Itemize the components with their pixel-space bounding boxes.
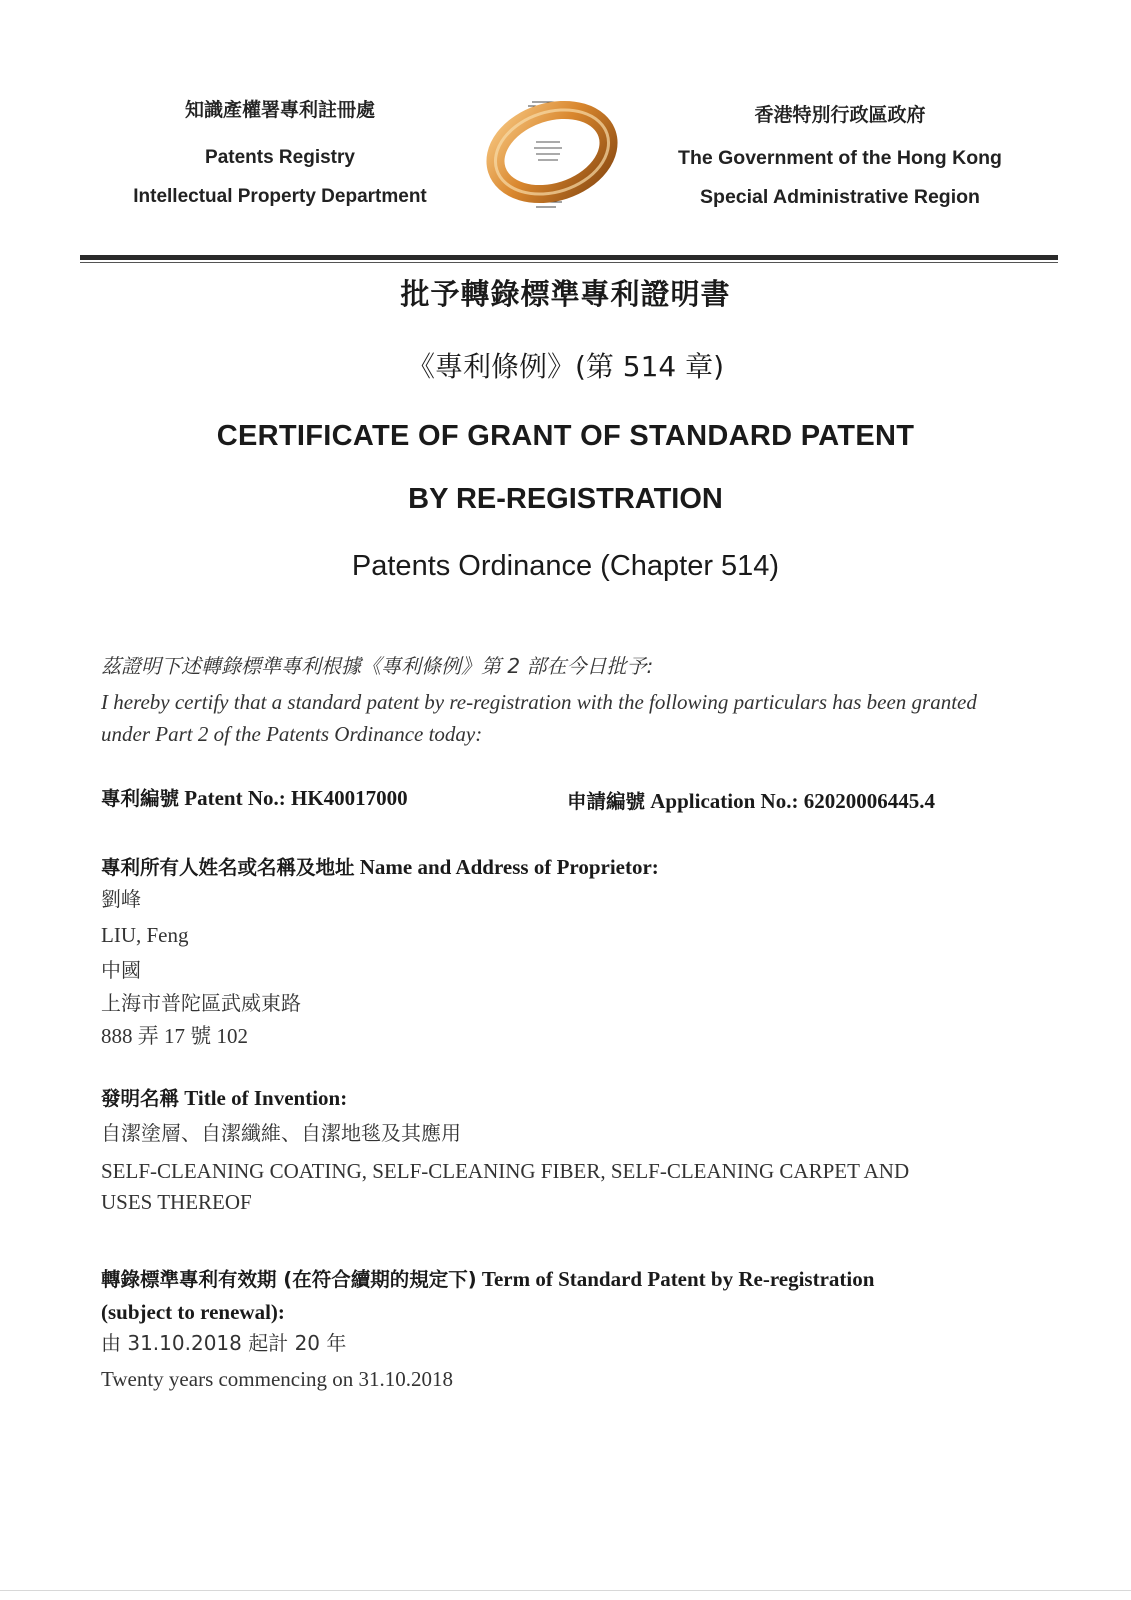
term-value-zh: 由 31.10.2018 起計 20 年 — [101, 1331, 347, 1355]
application-number-row — [567, 786, 935, 814]
application-number-label-zh: 申請編號 — [567, 790, 646, 813]
term-section — [101, 1262, 981, 1399]
proprietor-label — [101, 852, 981, 883]
certificate-title-zh: 批予轉錄標準專利證明書 — [400, 277, 731, 311]
government-name-en-1: The Government of the Hong Kong — [678, 147, 1002, 169]
proprietor-country-zh: 中國 — [101, 958, 141, 982]
registry-name-en: Patents Registry — [205, 147, 355, 168]
proprietor-name-en: LIU, Feng — [101, 923, 189, 947]
registry-header — [100, 95, 460, 216]
ordinance-en: Patents Ordinance (Chapter 514) — [351, 550, 780, 582]
proprietor-name-zh: 劉峰 — [101, 887, 141, 911]
proprietor-label-zh: 專利所有人姓名或名稱及地址 — [101, 856, 355, 879]
invention-title-en-2: USES THEREOF — [101, 1190, 252, 1214]
invention-label-en: Title of Invention: — [184, 1086, 348, 1110]
header-rule-thick — [80, 255, 1058, 260]
government-header — [650, 100, 1030, 217]
invention-label-zh: 發明名稱 — [101, 1087, 180, 1110]
proprietor-address-zh: 上海市普陀區武威東路 — [101, 991, 301, 1015]
invention-title-zh: 自潔塗層、自潔纖維、自潔地毯及其應用 — [101, 1121, 461, 1145]
proprietor-address-line2: 888 弄 17 號 102 — [101, 1024, 248, 1048]
term-label-en-1: Term of Standard Patent by Re-registration — [481, 1267, 875, 1291]
ordinance-zh: 《專利條例》(第 514 章) — [406, 350, 725, 383]
scan-edge-line — [0, 1590, 1131, 1591]
header-rule-thin — [80, 262, 1058, 263]
invention-section — [101, 1083, 981, 1218]
ipd-ring-logo — [480, 92, 625, 217]
term-label-en-2: (subject to renewal): — [101, 1300, 285, 1324]
application-number-value: 62020006445.4 — [803, 789, 935, 813]
certificate-title-en-1: CERTIFICATE OF GRANT OF STANDARD PATENT — [216, 420, 915, 452]
patent-number-label-en: Patent No.: — [184, 786, 286, 810]
invention-title-en-1: SELF-CLEANING COATING, SELF-CLEANING FIBER, SELF-CLEANING CARPET AND — [101, 1159, 910, 1183]
certification-statement-en: I hereby certify that a standard patent by re-registration with the following particulars has been granted under Part 2 of the Patents Ordinance today: — [101, 690, 977, 746]
government-name-en-2: Special Administrative Region — [700, 186, 980, 208]
certificate-title-en-2: BY RE-REGISTRATION — [408, 483, 723, 515]
invention-label — [101, 1083, 981, 1114]
term-value-en: Twenty years commencing on 31.10.2018 — [101, 1367, 453, 1391]
department-name-en: Intellectual Property Department — [133, 186, 427, 207]
proprietor-section — [101, 852, 981, 1053]
proprietor-label-en: Name and Address of Proprietor: — [359, 855, 659, 879]
certification-statement-zh: 茲證明下述轉錄標準專利根據《專利條例》第 2 部在今日批予: — [101, 654, 654, 678]
patent-number-value: HK40017000 — [291, 786, 408, 810]
term-label — [101, 1262, 981, 1297]
term-label-zh: 轉錄標準專利有效期 (在符合續期的規定下) — [101, 1268, 477, 1291]
application-number-label-en: Application No.: — [650, 789, 799, 813]
patent-number-label-zh: 專利編號 — [101, 787, 180, 810]
registry-name-zh: 知識產權署專利註冊處 — [184, 100, 375, 121]
government-name-zh: 香港特別行政區政府 — [754, 105, 926, 126]
